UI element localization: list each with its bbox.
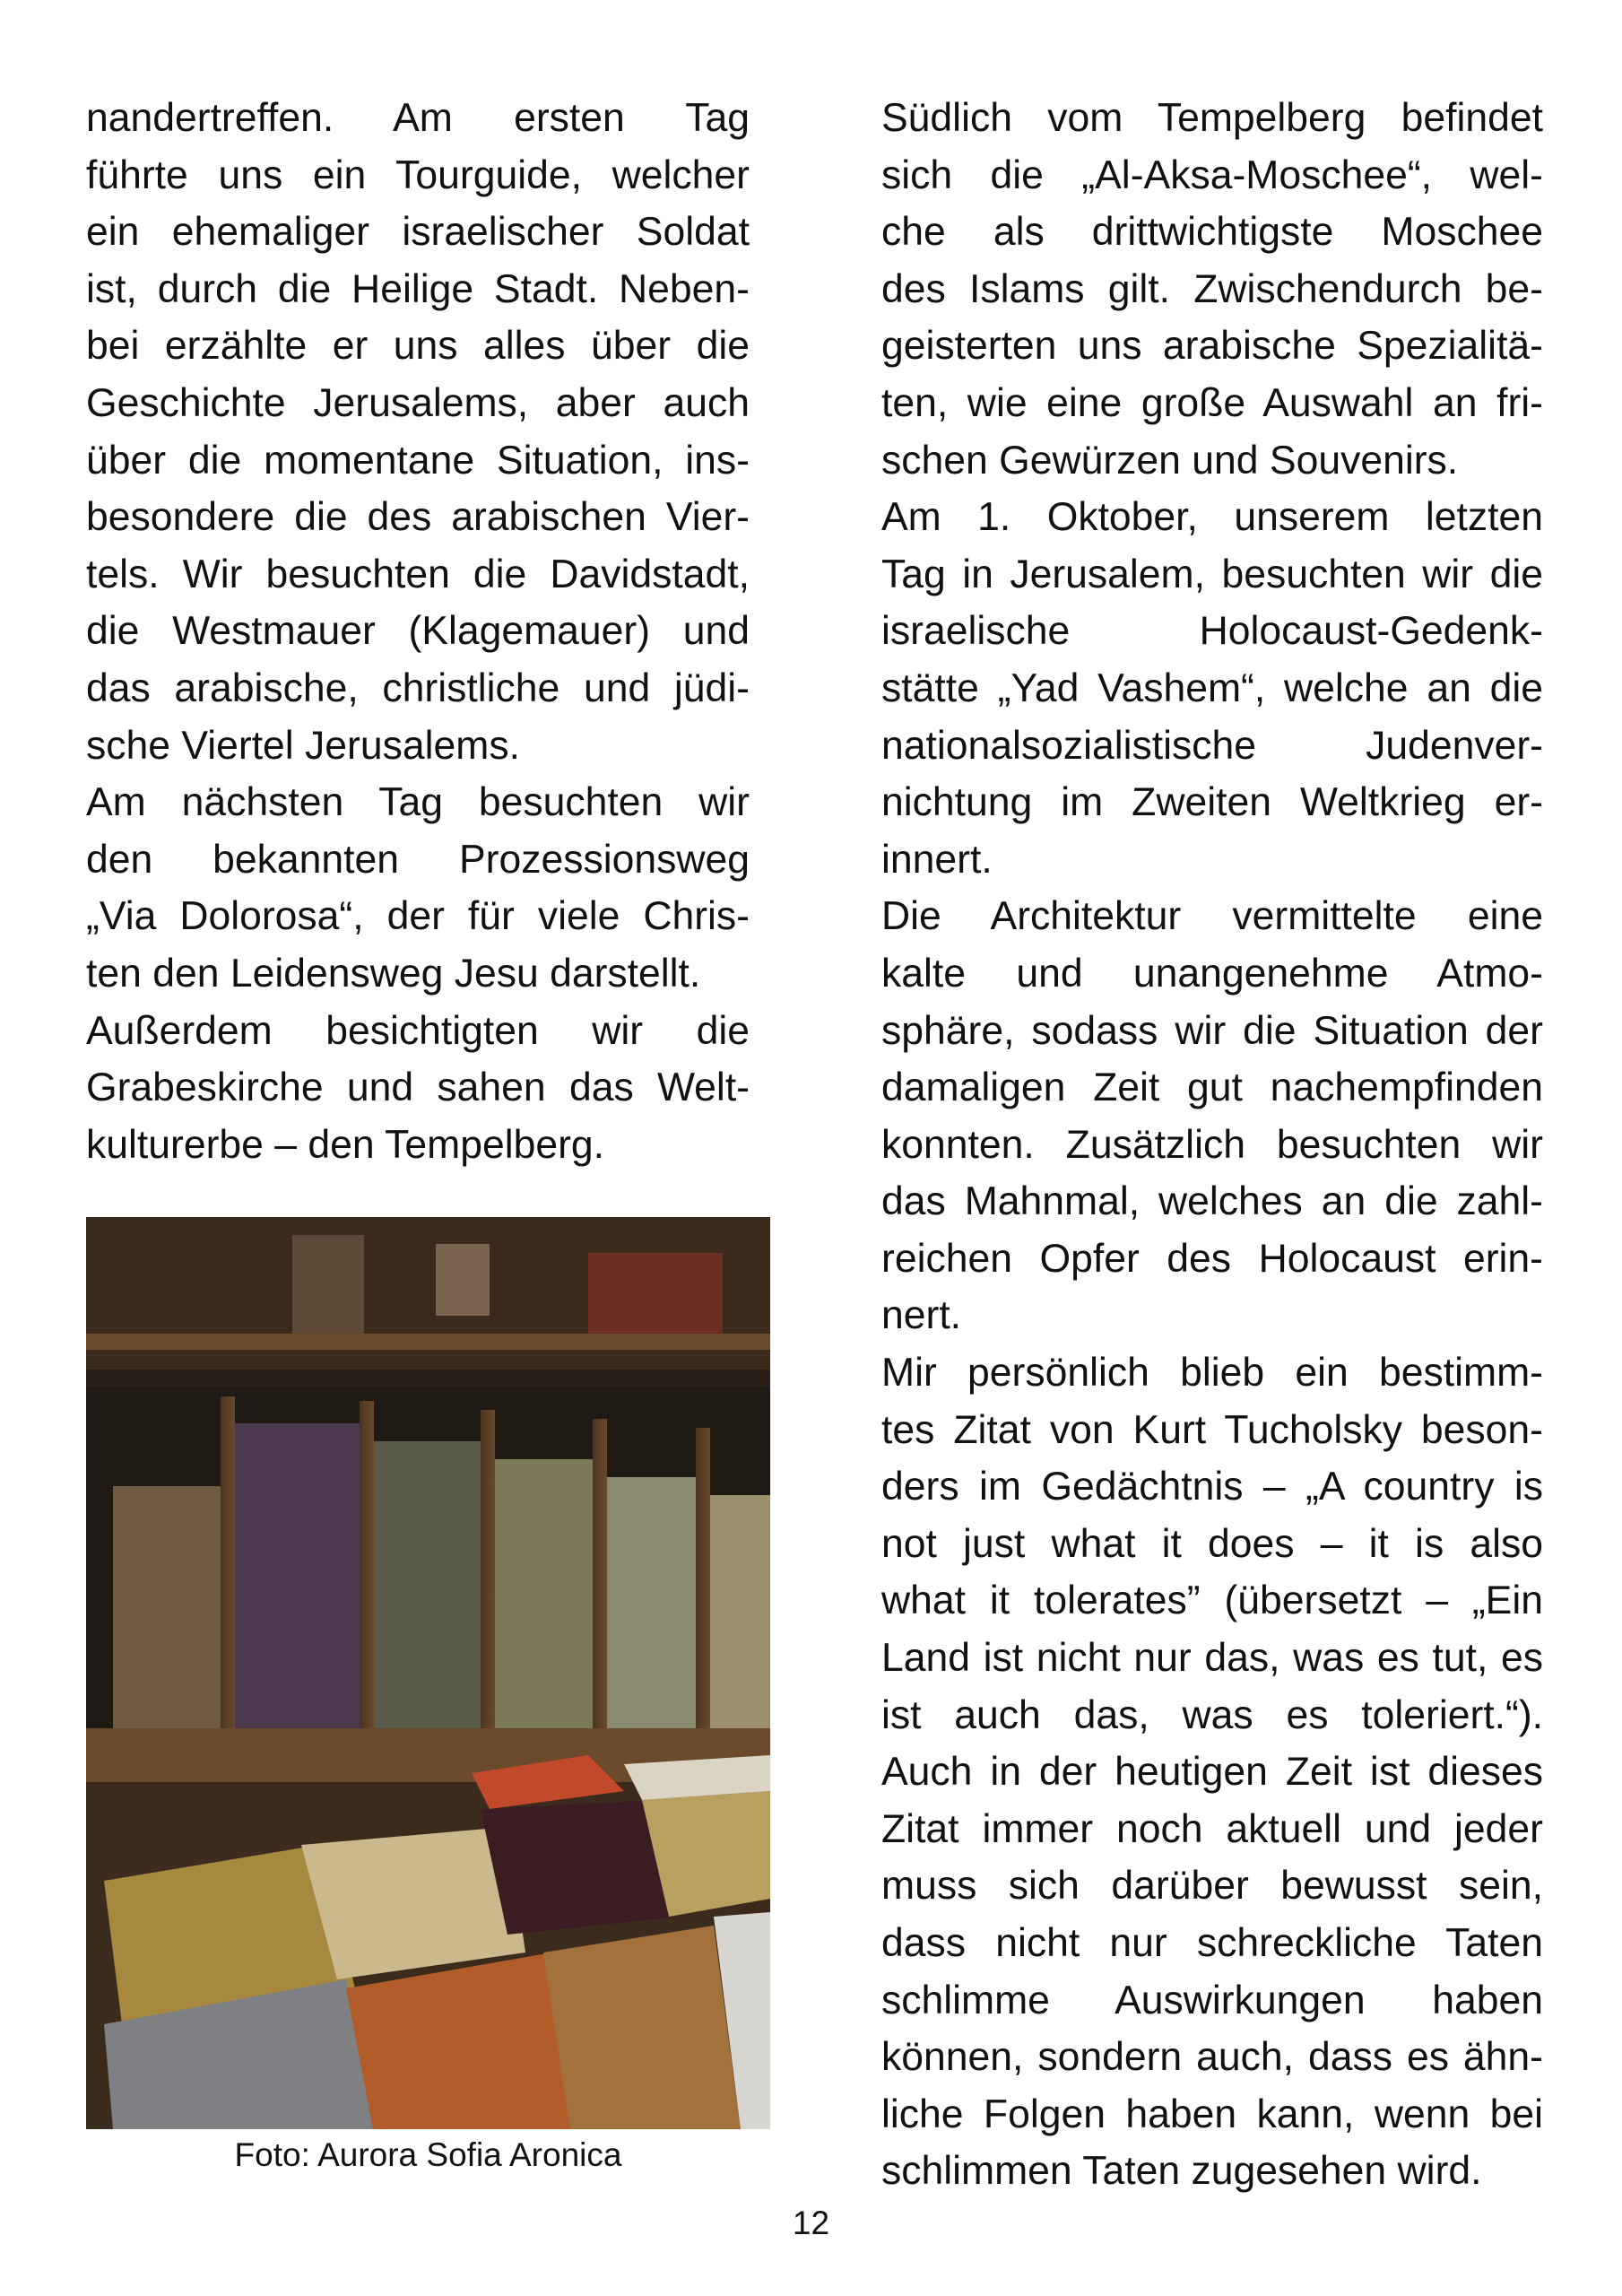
text-line: schlimme Auswirkungen haben: [881, 1978, 1543, 2022]
text-line: nandertreffen. Am ersten Tag: [86, 96, 750, 140]
spice-market-photo: [86, 1217, 770, 2129]
text-line: damaligen Zeit gut nachempfinden: [881, 1065, 1543, 1110]
text-line: Am nächsten Tag besuchten wir: [86, 780, 750, 825]
text-line: tes Zitat von Kurt Tucholsky beson-: [881, 1407, 1543, 1452]
text-line: reichen Opfer des Holocaust erin-: [881, 1236, 1543, 1281]
text-line: what it tolerates” (übersetzt – „Ein: [881, 1578, 1543, 1623]
text-line: ten, wie eine große Auswahl an fri-: [881, 380, 1543, 425]
text-line: Zitat immer noch aktuell und jeder: [881, 1806, 1543, 1851]
text-line: Tag in Jerusalem, besuchten wir die: [881, 552, 1543, 596]
text-line: stätte „Yad Vashem“, welche an die: [881, 665, 1543, 710]
text-line: schen Gewürzen und Souvenirs.: [881, 438, 1459, 483]
spice-market-image: [86, 1217, 770, 2129]
text-line: tels. Wir besuchten die Davidstadt,: [86, 552, 750, 596]
text-line: Die Architektur vermittelte eine: [881, 894, 1543, 939]
text-line: nichtung im Zweiten Weltkrieg er-: [881, 780, 1543, 825]
text-line: des Islams gilt. Zwischendurch be-: [881, 266, 1543, 311]
text-line: kalte und unangenehme Atmo-: [881, 951, 1543, 996]
text-line: ist, durch die Heilige Stadt. Neben-: [86, 266, 750, 311]
text-line: ein ehemaliger israelischer Soldat: [86, 210, 750, 255]
text-line: Auch in der heutigen Zeit ist dieses: [881, 1750, 1543, 1795]
text-line: können, sondern auch, dass es ähn-: [881, 2035, 1543, 2080]
text-line: über die momentane Situation, ins-: [86, 438, 750, 483]
text-line: Geschichte Jerusalems, aber auch: [86, 380, 750, 425]
photo-caption: Foto: Aurora Sofia Aronica: [234, 2136, 622, 2173]
text-line: geisterten uns arabische Spezialitä-: [881, 324, 1543, 369]
text-line: schlimmen Taten zugesehen wird.: [881, 2149, 1482, 2194]
text-line: bei erzählte er uns alles über die: [86, 324, 750, 369]
text-line: Südlich vom Tempelberg befindet: [881, 96, 1543, 140]
text-line: die Westmauer (Klagemauer) und: [86, 609, 750, 654]
text-line: nert.: [881, 1293, 962, 1338]
text-line: das arabische, christliche und jüdi-: [86, 665, 750, 710]
text-line: muss sich darüber bewusst sein,: [881, 1864, 1543, 1909]
text-line: „Via Dolorosa“, der für viele Chris-: [86, 894, 750, 939]
text-line: innert.: [881, 837, 993, 882]
text-line: Grabeskirche und sahen das Welt-: [86, 1065, 750, 1110]
text-line: Am 1. Oktober, unserem letzten: [881, 495, 1543, 540]
text-line: Mir persönlich blieb ein bestimm-: [881, 1351, 1543, 1396]
text-line: che als drittwichtigste Moschee: [881, 210, 1543, 255]
left-text-column: [86, 90, 750, 1173]
text-line: dass nicht nur schreckliche Taten: [881, 1921, 1543, 1965]
text-line: sich die „Al-Aksa-Moschee“, wel-: [881, 152, 1543, 197]
text-line: sphäre, sodass wir die Situation der: [881, 1008, 1543, 1053]
text-line: kulturerbe – den Tempelberg.: [86, 1122, 605, 1167]
right-text-column: [881, 90, 1543, 2200]
text-line: not just what it does – it is also: [881, 1521, 1543, 1566]
text-line: führte uns ein Tourguide, welcher: [86, 152, 750, 197]
text-line: Außerdem besichtigten wir die: [86, 1008, 750, 1053]
text-line: liche Folgen haben kann, wenn bei: [881, 2092, 1543, 2136]
text-line: israelische Holocaust-Gedenk-: [881, 609, 1543, 654]
text-line: ist auch das, was es toleriert.“).: [881, 1692, 1543, 1737]
text-line: ten den Leidensweg Jesu darstellt.: [86, 951, 701, 996]
text-line: ders im Gedächtnis – „A country is: [881, 1465, 1543, 1509]
page-number: 12: [792, 2205, 830, 2241]
text-line: sche Viertel Jerusalems.: [86, 723, 520, 768]
text-line: konnten. Zusätzlich besuchten wir: [881, 1122, 1543, 1167]
text-line: nationalsozialistische Judenver-: [881, 723, 1543, 768]
text-line: besondere die des arabischen Vier-: [86, 495, 750, 540]
text-line: Land ist nicht nur das, was es tut, es: [881, 1636, 1543, 1681]
text-line: das Mahnmal, welches an die zahl-: [881, 1179, 1543, 1224]
text-line: den bekannten Prozessionsweg: [86, 837, 750, 882]
